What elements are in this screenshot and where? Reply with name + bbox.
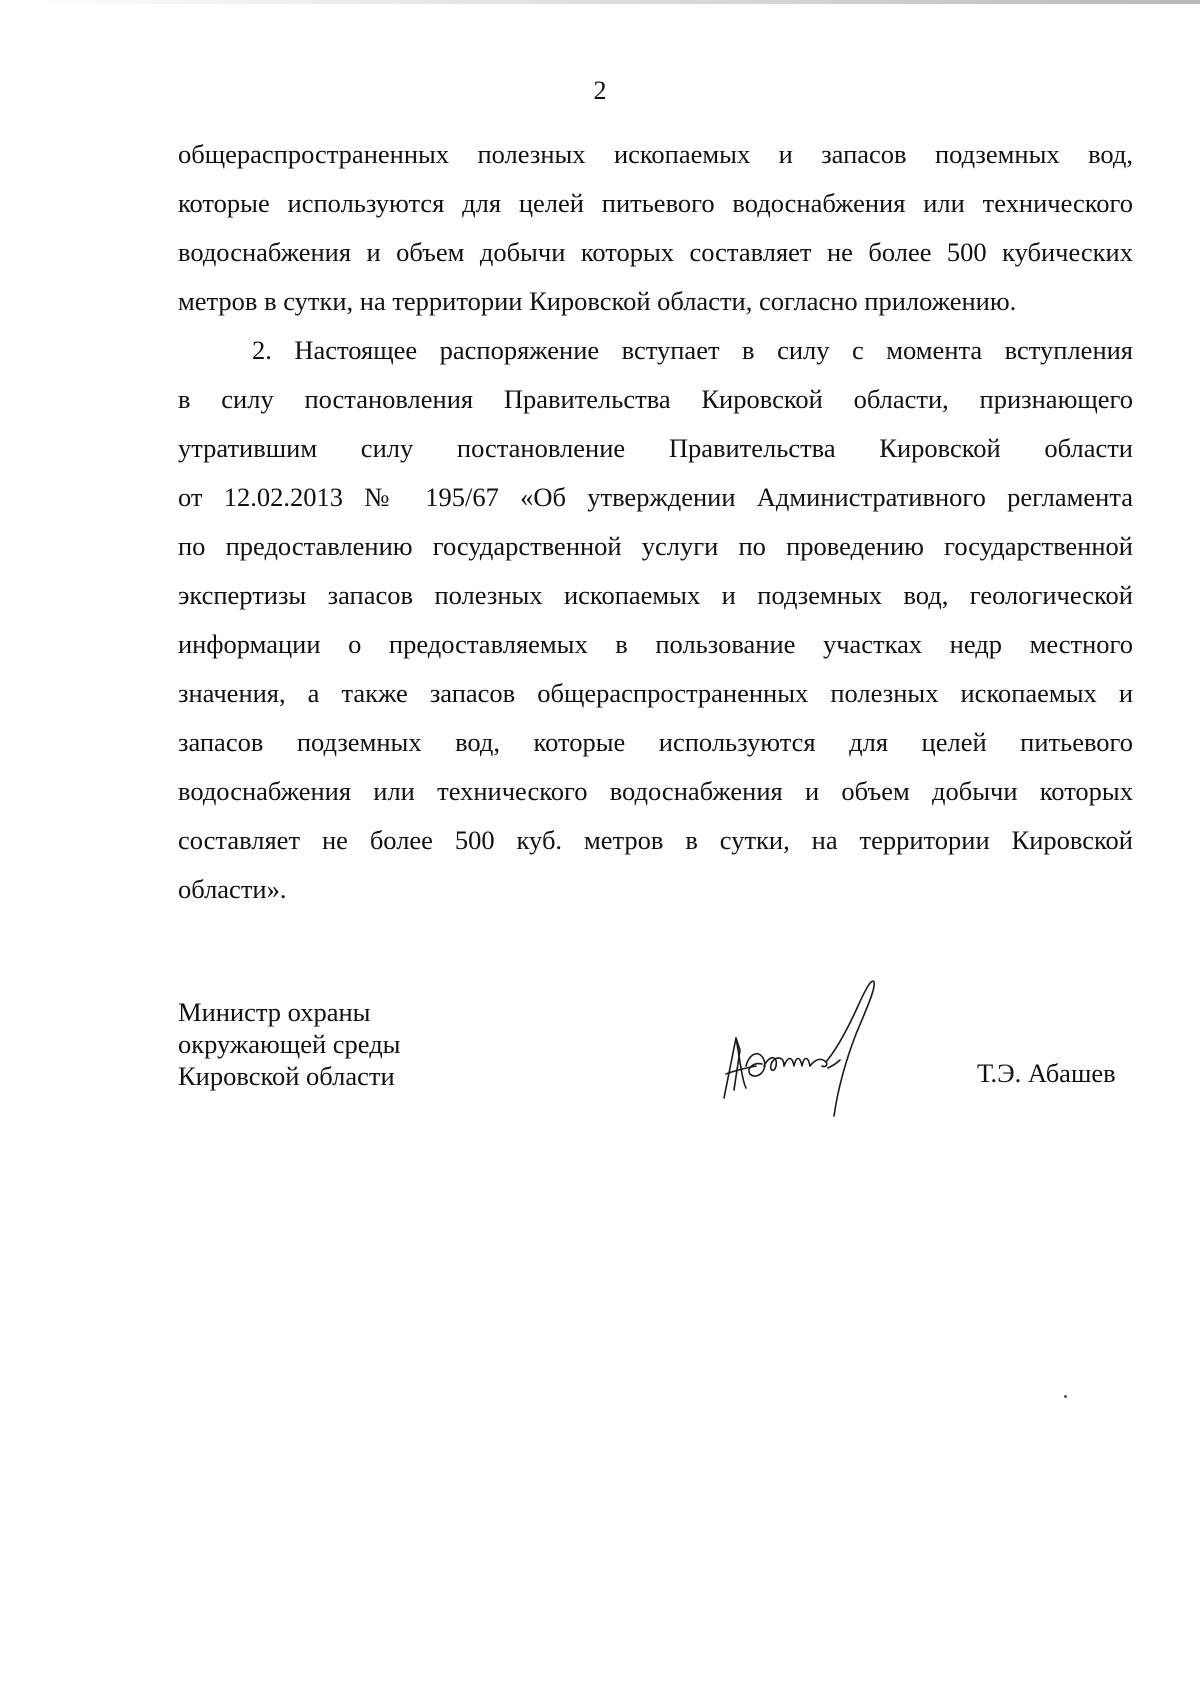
paragraph-2-line: 2. Настоящее распоряжение вступает в силу с момента вступления <box>252 335 1133 365</box>
paragraph-2-line: экспертизы запасов полезных ископаемых и подземных вод, геологической <box>178 580 1133 610</box>
paragraph-1 <box>178 130 1133 326</box>
paragraph-2-line: водоснабжения или технического водоснабжения и объем добычи которых <box>178 776 1133 806</box>
paragraph-2 <box>178 326 1133 914</box>
paragraph-2-line: в силу постановления Правительства Кировской области, признающего <box>178 384 1133 414</box>
position-line: окружающей среды <box>178 1029 401 1059</box>
paragraph-1-line: общераспространенных полезных ископаемых и запасов подземных вод, <box>178 139 1133 169</box>
paragraph-2-line: информации о предоставляемых в пользование участках недр местного <box>178 629 1133 659</box>
paragraph-2-line: значения, а также запасов общераспространенных полезных ископаемых и <box>178 678 1133 708</box>
paragraph-2-line: области». <box>178 874 287 904</box>
paragraph-2-line: утратившим силу постановление Правительства Кировской области <box>178 433 1133 463</box>
paragraph-2-line: по предоставлению государственной услуги по проведению государственной <box>178 531 1133 561</box>
signer-name: Т.Э. Абашев <box>977 1058 1116 1088</box>
scan-speck <box>1064 1395 1067 1398</box>
paragraph-2-line: от 12.02.2013 № 195/67 «Об утверждении Административного регламента <box>178 482 1133 512</box>
paragraph-1-line: которые используются для целей питьевого водоснабжения или технического <box>178 188 1133 218</box>
paragraph-2-line: составляет не более 500 куб. метров в сутки, на территории Кировской <box>178 825 1133 855</box>
position-line: Министр охраны <box>178 997 371 1027</box>
paragraph-2-line: запасов подземных вод, которые используются для целей питьевого <box>178 727 1133 757</box>
page-number: 2 <box>593 76 607 105</box>
paragraph-1-line: метров в сутки, на территории Кировской области, согласно приложению. <box>178 286 1017 316</box>
paragraph-1-line: водоснабжения и объем добычи которых составляет не более 500 кубических <box>178 237 1133 267</box>
scan-edge-shadow <box>0 0 1200 4</box>
position-line: Кировской области <box>178 1061 395 1091</box>
signatory-position <box>178 996 400 1092</box>
handwritten-signature <box>716 970 906 1120</box>
